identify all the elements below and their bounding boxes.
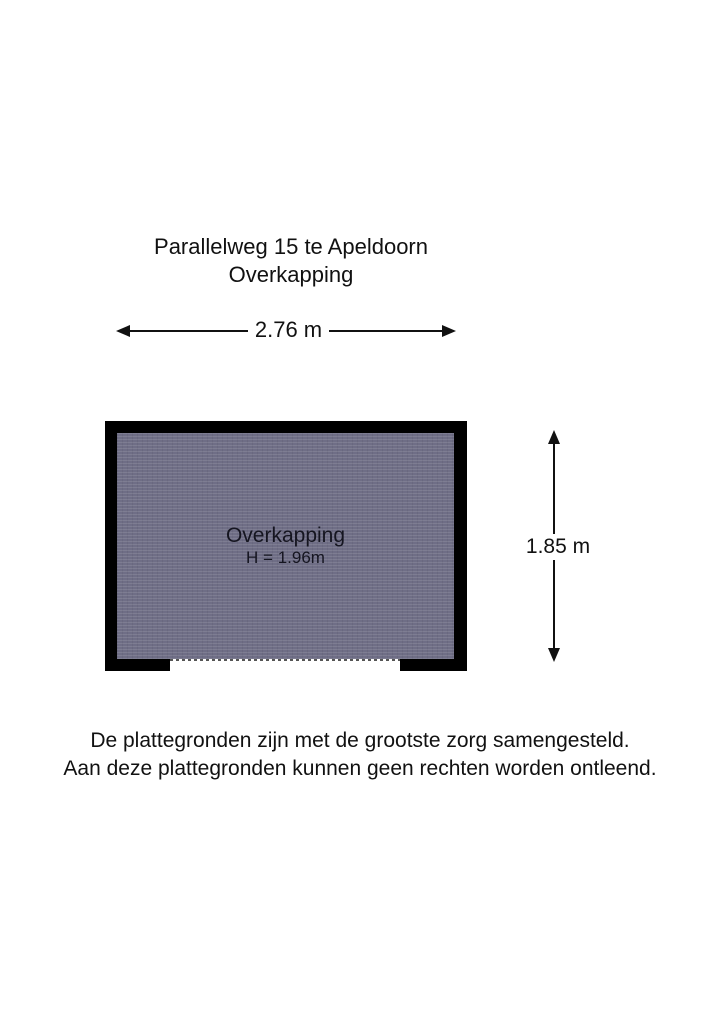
disclaimer-line-2: Aan deze plattegronden kunnen geen rechten worden ontleend. [63,757,657,780]
room-walls [105,421,467,671]
floor-title: Overkapping [228,262,354,287]
open-edge-dashed-line [170,659,400,661]
arrow-down-icon [548,648,560,662]
dimension-line [553,560,555,650]
dimension-line [329,330,449,332]
width-dimension [116,316,456,344]
room-height: H = 1.96m [246,548,325,567]
dimension-line [124,330,248,332]
disclaimer-line-1: De plattegronden zijn met de grootste zorg samengesteld. [90,729,630,752]
open-side [170,659,400,671]
dimension-line [553,442,555,534]
depth-label: 1.85 m [525,535,591,558]
room-floor [117,433,454,659]
depth-dimension [525,430,610,662]
room-name: Overkapping [225,524,346,547]
address-title: Parallelweg 15 te Apeldoorn [154,234,428,259]
width-label: 2.76 m [254,317,323,342]
arrow-right-icon [442,325,456,337]
